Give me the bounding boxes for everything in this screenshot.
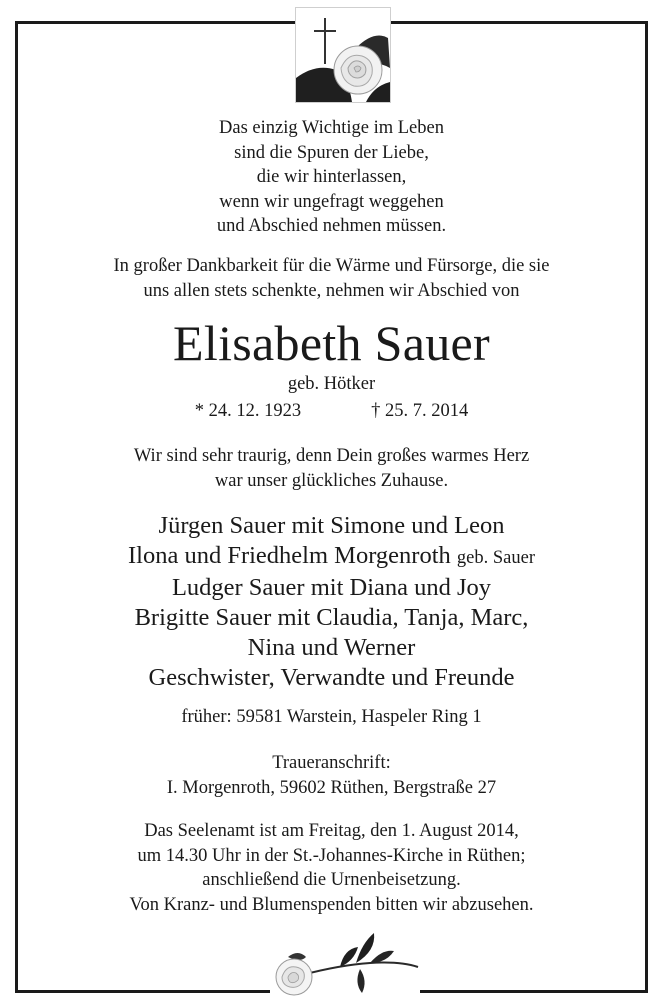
intro-text: [18, 254, 645, 304]
verse: [18, 116, 645, 239]
family-line: Jürgen Sauer mit Simone und Leon: [158, 512, 505, 539]
birth-date: * 24. 12. 1923: [194, 401, 302, 421]
family-line-note: geb. Sauer: [456, 548, 535, 568]
mourning-address-label: Traueranschrift:: [272, 753, 391, 773]
cross-icon: [296, 8, 390, 102]
life-dates: [18, 399, 645, 423]
service-line: Das Seelenamt ist am Freitag, den 1. August 2014,: [144, 821, 519, 841]
verse-line: die wir hinterlassen,: [256, 167, 407, 187]
verse-line: Das einzig Wichtige im Leben: [219, 118, 444, 138]
cross-rose-image: [295, 7, 391, 103]
maiden-name: geb. Hötker: [287, 374, 376, 394]
death-date: † 25. 7. 2014: [371, 401, 469, 421]
service-line: Von Kranz- und Blumenspenden bitten wir abzusehen.: [129, 894, 534, 915]
deceased-name: Elisabeth Sauer: [173, 315, 490, 371]
sorrow-text: [18, 444, 645, 494]
service-info: [18, 819, 645, 917]
service-line: um 14.30 Uhr in der St.-Johannes-Kirche in Rüthen;: [137, 845, 526, 866]
family-list: [18, 511, 645, 693]
intro-line: uns allen stets schenkte, nehmen wir Abschied von: [143, 281, 520, 301]
mourning-address-value: I. Morgenroth, 59602 Rüthen, Bergstraße 27: [166, 778, 497, 798]
mourning-address: [18, 751, 645, 801]
rose-image: [270, 927, 420, 999]
verse-line: sind die Spuren der Liebe,: [234, 142, 429, 163]
sorrow-line: Wir sind sehr traurig, denn Dein großes warmes Herz: [133, 446, 530, 466]
verse-line: und Abschied nehmen müssen.: [216, 216, 447, 236]
sorrow-line: war unser glückliches Zuhause.: [214, 471, 449, 491]
family-line-names: Ilona und Friedhelm Morgenroth: [128, 542, 451, 569]
former-address: früher: 59581 Warstein, Haspeler Ring 1: [181, 707, 482, 727]
family-line: Ludger Sauer mit Diana und Joy: [171, 574, 492, 601]
service-line: anschließend die Urnenbeisetzung.: [202, 870, 461, 890]
family-line: [18, 541, 645, 573]
family-line: Nina und Werner: [247, 634, 416, 661]
intro-line: In großer Dankbarkeit für die Wärme und Fürsorge, die sie: [113, 256, 550, 276]
verse-line: wenn wir ungefragt weggehen: [219, 191, 444, 212]
family-line: Brigitte Sauer mit Claudia, Tanja, Marc,: [134, 604, 529, 631]
family-line: Geschwister, Verwandte und Freunde: [148, 664, 515, 691]
rose-icon: [270, 927, 420, 999]
